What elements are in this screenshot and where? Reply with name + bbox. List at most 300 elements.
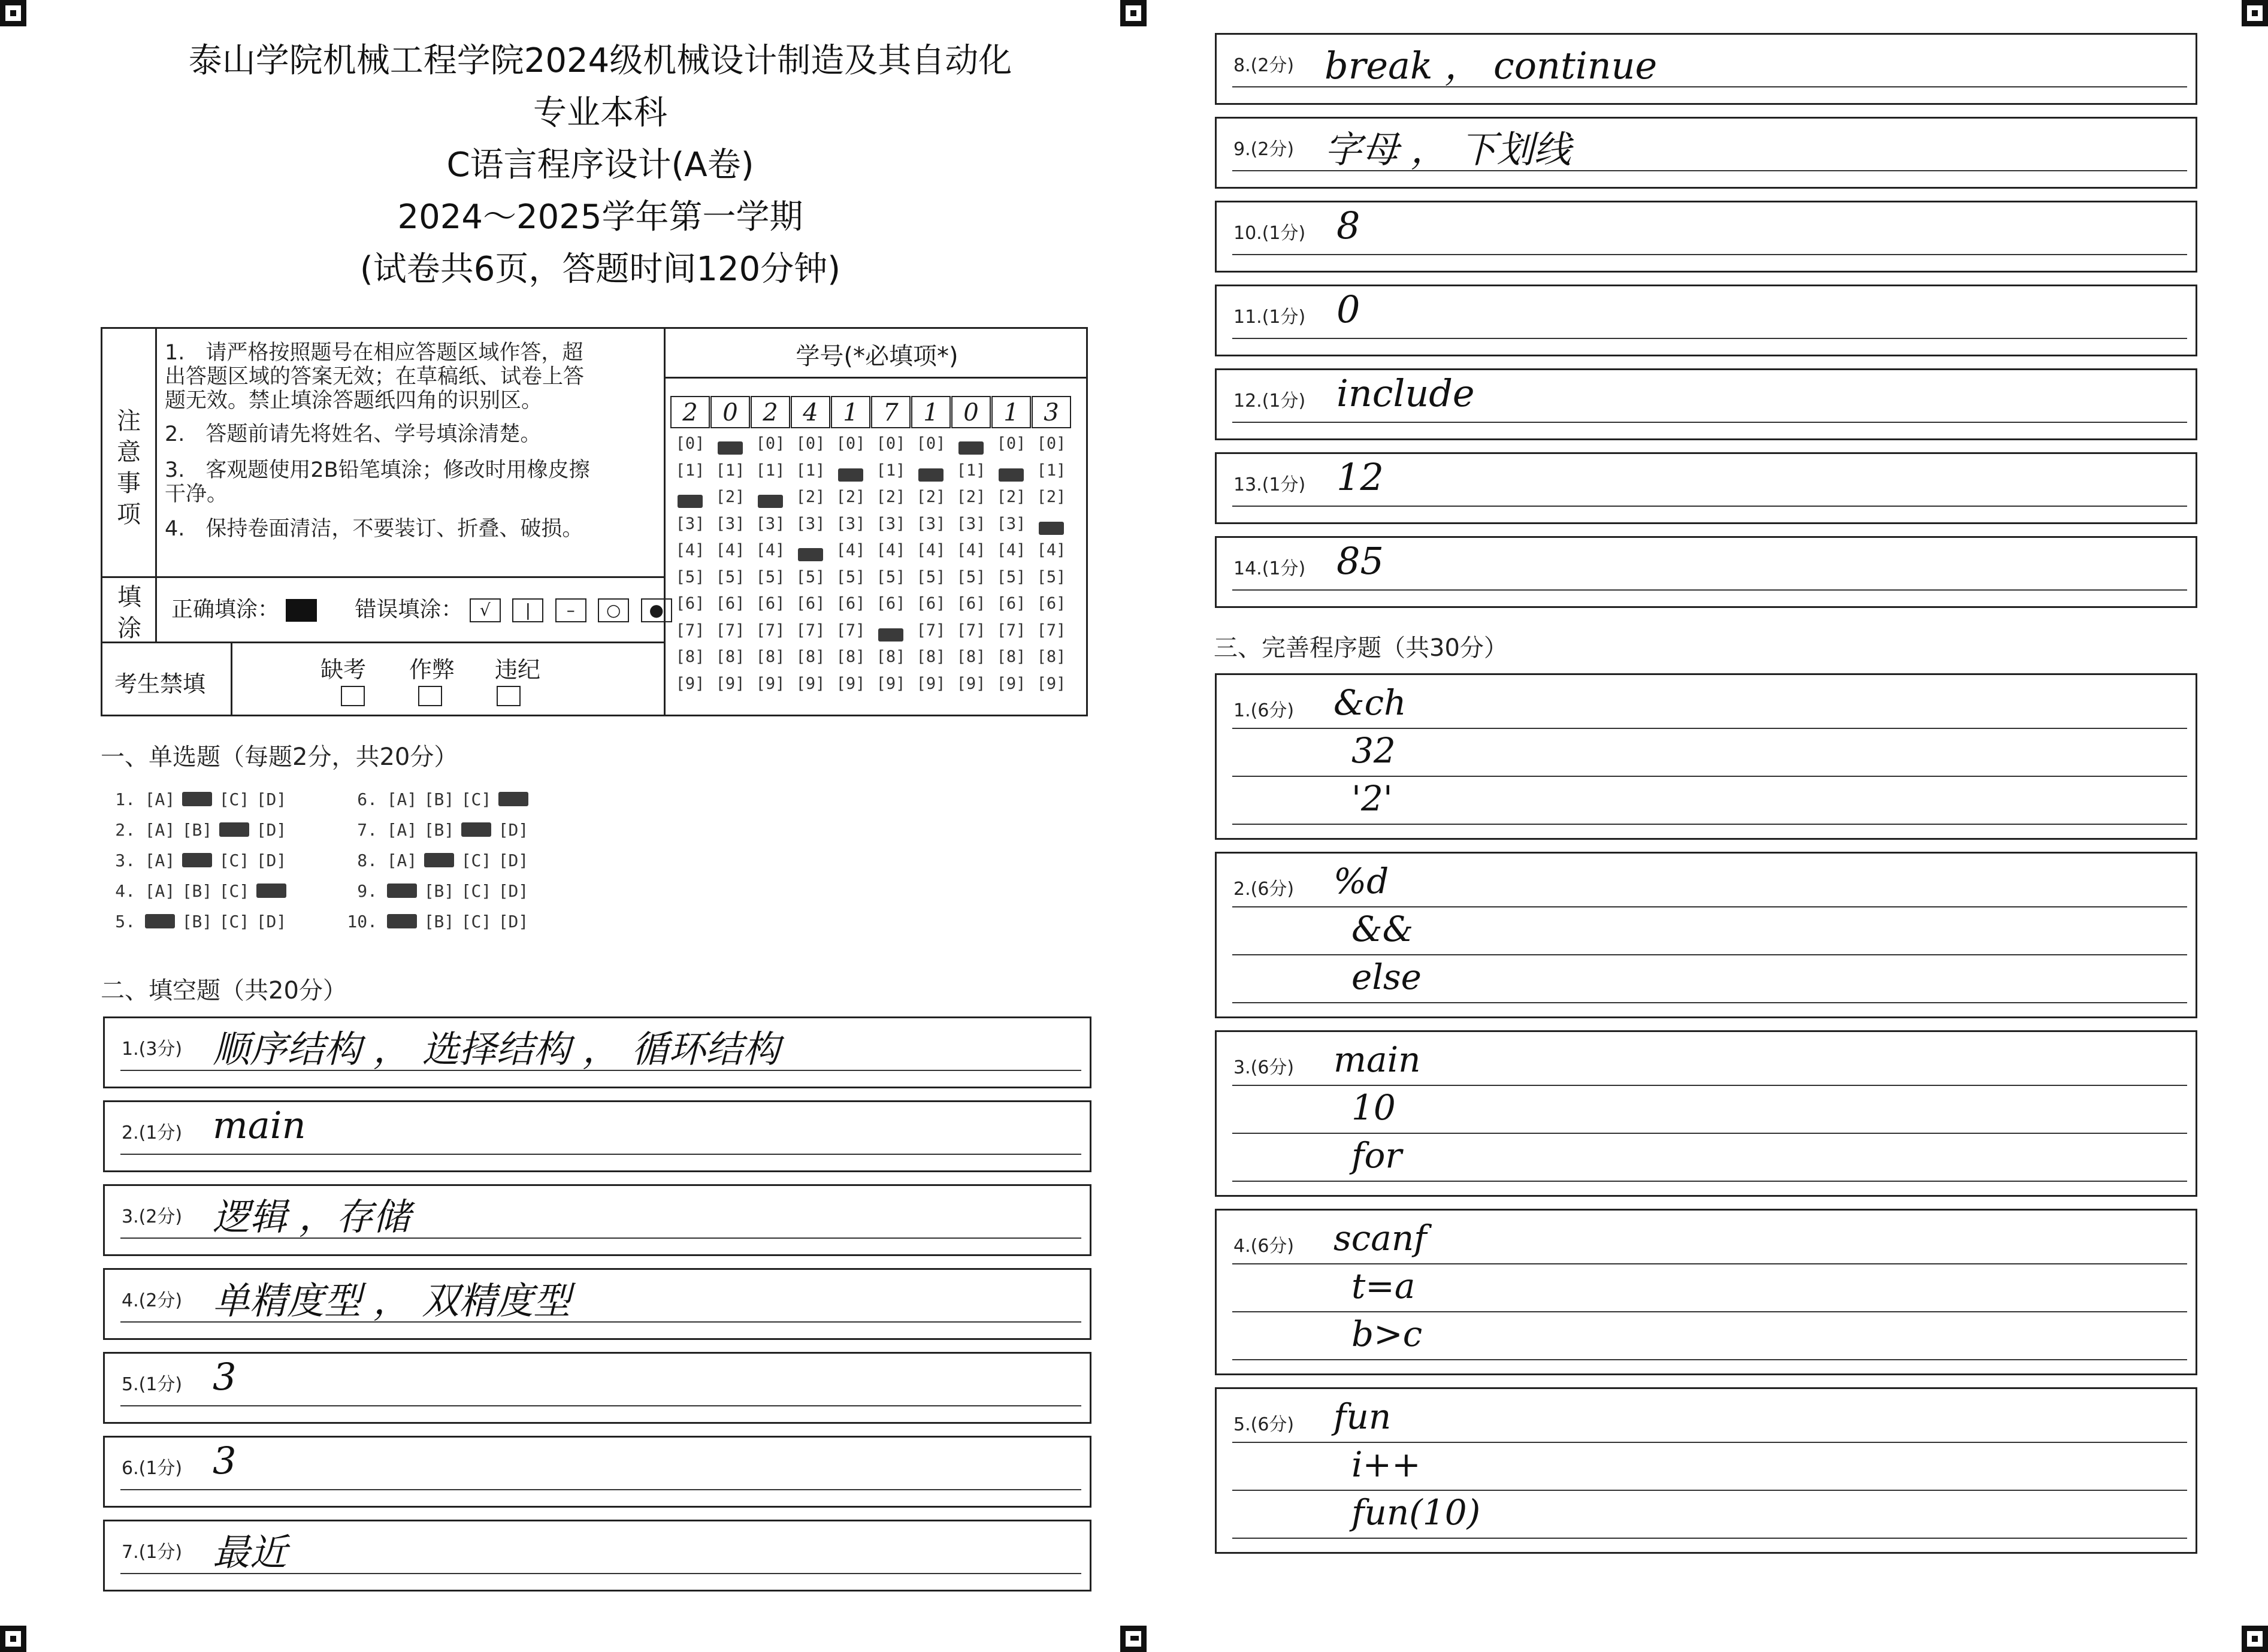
mc-option-bubble[interactable] bbox=[216, 851, 253, 870]
exam-header bbox=[102, 35, 1099, 295]
student-id-bubble[interactable] bbox=[831, 488, 870, 515]
answer-underline bbox=[1232, 338, 2187, 339]
notice-label-text: 注意事项 bbox=[117, 407, 141, 528]
student-id-bubble[interactable] bbox=[871, 648, 911, 674]
notice-line: 4. 保持卷面清洁，不要装订、折叠、破损。 bbox=[165, 517, 583, 541]
student-id-column bbox=[871, 434, 911, 701]
handwritten-answer: include bbox=[1336, 371, 1475, 415]
mc-option-label: [A] bbox=[144, 881, 176, 901]
wrong-fill-check-sample: √ bbox=[470, 598, 501, 622]
student-id-bubble[interactable] bbox=[710, 541, 750, 568]
handwritten-answer: 12 bbox=[1336, 455, 1384, 499]
mc-option-bubble[interactable] bbox=[216, 789, 253, 809]
student-id-bubble[interactable] bbox=[911, 541, 951, 568]
program-question-label: 2.(6分) bbox=[1233, 879, 1295, 900]
bubble-label: [8] bbox=[715, 648, 745, 666]
bubble-label: [1] bbox=[755, 461, 785, 480]
bubble-label: [4] bbox=[916, 541, 946, 559]
program-answer-box bbox=[1215, 1209, 2197, 1375]
header-line: 专业本科 bbox=[533, 93, 667, 132]
handwritten-answer: scanf bbox=[1333, 1218, 1427, 1258]
student-id-bubble[interactable] bbox=[1032, 621, 1071, 648]
mc-question-number: 9. bbox=[357, 881, 377, 901]
bubble-label: [0] bbox=[836, 434, 866, 453]
mc-option-bubble[interactable] bbox=[179, 881, 216, 901]
mc-option-bubble[interactable] bbox=[253, 851, 290, 870]
fill-example-row bbox=[171, 592, 677, 623]
bubble-label: [6] bbox=[796, 594, 825, 613]
answer-underline bbox=[1232, 1538, 2187, 1539]
student-id-bubble[interactable] bbox=[831, 674, 870, 701]
handwritten-answer: 32 bbox=[1351, 730, 1396, 771]
fill-question-label: 2.(1分) bbox=[122, 1122, 183, 1143]
section-1-title: 一、单选题（每题2分，共20分） bbox=[101, 743, 458, 771]
student-id-bubble[interactable] bbox=[871, 434, 911, 461]
student-id-bubble[interactable] bbox=[710, 674, 750, 701]
notice-line: 1. 请严格按照题号在相应答题区域作答，超 bbox=[165, 341, 583, 365]
student-id-bubble[interactable] bbox=[1032, 461, 1071, 488]
handwritten-answer: &ch bbox=[1333, 682, 1407, 723]
handwritten-answer: 85 bbox=[1336, 539, 1384, 583]
student-id-bubble[interactable] bbox=[1032, 488, 1071, 515]
answer-underline bbox=[1232, 589, 2187, 591]
mc-option-label: [C] bbox=[461, 881, 492, 901]
handwritten-answer: 3 bbox=[213, 1439, 237, 1482]
student-id-column bbox=[710, 434, 750, 701]
student-id-digit: 0 bbox=[951, 396, 991, 428]
mc-option-label: [B] bbox=[182, 820, 213, 840]
mc-question-number: 6. bbox=[357, 789, 377, 809]
mc-option-label: [B] bbox=[424, 881, 455, 901]
mc-option-bubble[interactable] bbox=[421, 851, 458, 870]
handwritten-answer: 0 bbox=[1336, 288, 1360, 331]
bubble-label: [9] bbox=[755, 674, 785, 693]
bubble-label: [2] bbox=[956, 488, 986, 506]
mc-option-bubble[interactable] bbox=[458, 851, 495, 870]
mc-option-label: [D] bbox=[256, 851, 287, 870]
student-id-bubble[interactable] bbox=[991, 541, 1031, 568]
answer-underline bbox=[1232, 906, 2187, 907]
mc-option-label: [A] bbox=[386, 820, 418, 840]
registration-mark-top-middle bbox=[1120, 0, 1147, 26]
student-id-bubble[interactable] bbox=[871, 488, 911, 515]
mc-option-bubble[interactable] bbox=[495, 851, 532, 870]
student-id-bubble[interactable] bbox=[710, 568, 750, 595]
bubble-label: [2] bbox=[796, 488, 825, 506]
student-id-bubble[interactable] bbox=[911, 515, 951, 541]
bubble-label: [9] bbox=[996, 674, 1026, 693]
student-id-bubble[interactable] bbox=[1032, 568, 1071, 595]
student-id-bubble[interactable] bbox=[670, 461, 710, 488]
violation-checkbox[interactable] bbox=[497, 686, 521, 706]
answer-underline bbox=[1232, 1359, 2187, 1360]
bubble-label: [5] bbox=[956, 567, 986, 586]
mc-option-bubble[interactable] bbox=[216, 912, 253, 931]
student-id-bubble[interactable] bbox=[670, 488, 710, 515]
bubble-label: [6] bbox=[836, 594, 866, 613]
student-id-bubble[interactable] bbox=[1032, 541, 1071, 568]
notice-line: 干净。 bbox=[165, 482, 228, 506]
bubble-label: [9] bbox=[1036, 674, 1066, 693]
student-id-bubble[interactable] bbox=[831, 594, 870, 621]
student-id-bubble[interactable] bbox=[911, 488, 951, 515]
bubble-label: [6] bbox=[675, 594, 705, 613]
student-id-column bbox=[951, 434, 991, 701]
student-id-digit: 2 bbox=[670, 396, 710, 428]
mc-option-bubble[interactable] bbox=[495, 820, 532, 840]
absent-label: 缺考 bbox=[320, 656, 367, 683]
fill-answer-box bbox=[1215, 536, 2197, 608]
answer-underline bbox=[1232, 1490, 2187, 1491]
answer-underline bbox=[1232, 1002, 2187, 1003]
student-id-bubble[interactable] bbox=[791, 541, 830, 568]
student-id-bubble[interactable] bbox=[1032, 674, 1071, 701]
mc-option-bubble[interactable] bbox=[253, 881, 290, 901]
handwritten-answer: fun(10) bbox=[1351, 1492, 1481, 1533]
student-id-bubble[interactable] bbox=[670, 434, 710, 461]
mc-option-bubble[interactable] bbox=[141, 851, 179, 870]
mc-option-label: [D] bbox=[256, 789, 287, 809]
bubble-label: [8] bbox=[1036, 648, 1066, 666]
mc-option-bubble[interactable] bbox=[421, 789, 458, 809]
bubble-label: [6] bbox=[876, 594, 906, 613]
student-id-bubble[interactable] bbox=[911, 568, 951, 595]
mc-option-bubble[interactable] bbox=[495, 789, 532, 809]
student-id-bubble[interactable] bbox=[951, 568, 991, 595]
student-id-bubble[interactable] bbox=[871, 541, 911, 568]
bubble-label: [7] bbox=[916, 621, 946, 640]
student-id-bubble[interactable] bbox=[670, 541, 710, 568]
fill-question-label: 8.(2分) bbox=[1233, 55, 1295, 76]
mc-option-bubble[interactable] bbox=[253, 912, 290, 931]
answer-underline bbox=[1232, 506, 2187, 507]
student-id-bubble[interactable] bbox=[751, 674, 790, 701]
bubble-label: [0] bbox=[876, 434, 906, 453]
student-id-bubble[interactable] bbox=[951, 674, 991, 701]
student-id-bubble[interactable] bbox=[991, 568, 1031, 595]
student-id-bubble[interactable] bbox=[670, 568, 710, 595]
notice-block bbox=[101, 327, 1088, 716]
mc-option-label: [B] bbox=[182, 912, 213, 931]
mc-question-number: 7. bbox=[357, 820, 377, 840]
student-id-bubble[interactable] bbox=[911, 674, 951, 701]
absent-checkbox[interactable] bbox=[341, 686, 365, 706]
fill-answer-box bbox=[1215, 33, 2197, 105]
mc-question-number: 8. bbox=[357, 851, 377, 870]
bubble-label: [4] bbox=[715, 541, 745, 559]
student-id-bubble[interactable] bbox=[871, 621, 911, 648]
student-id-bubble[interactable] bbox=[871, 568, 911, 595]
handwritten-answer: 单精度型 ， 双精度型 bbox=[213, 1279, 571, 1323]
student-id-digit: 7 bbox=[871, 396, 911, 428]
correct-fill-label: 正确填涂： bbox=[171, 597, 280, 622]
handwritten-answer: 3 bbox=[213, 1355, 237, 1399]
student-id-bubble[interactable] bbox=[831, 434, 870, 461]
mc-option-label: [C] bbox=[219, 789, 250, 809]
student-id-bubble[interactable] bbox=[751, 515, 790, 541]
student-id-bubble[interactable] bbox=[871, 515, 911, 541]
program-answer-box bbox=[1215, 852, 2197, 1018]
mc-question-row bbox=[101, 789, 290, 809]
bubble-label: [3] bbox=[836, 514, 866, 533]
student-id-bubble[interactable] bbox=[871, 674, 911, 701]
bubble-label: [7] bbox=[1036, 621, 1066, 640]
student-id-bubble[interactable] bbox=[991, 648, 1031, 674]
mc-option-bubble[interactable] bbox=[495, 881, 532, 901]
student-id-bubble[interactable] bbox=[831, 461, 870, 488]
fill-answer-box bbox=[1215, 117, 2197, 189]
mc-option-bubble[interactable] bbox=[383, 789, 421, 809]
student-id-bubble[interactable] bbox=[670, 621, 710, 648]
student-id-bubble[interactable] bbox=[951, 541, 991, 568]
student-id-bubble[interactable] bbox=[670, 648, 710, 674]
bubble-label: [3] bbox=[916, 514, 946, 533]
student-id-digit: 0 bbox=[710, 396, 750, 428]
student-id-column bbox=[751, 434, 790, 701]
student-id-bubble[interactable] bbox=[710, 594, 750, 621]
student-id-bubble[interactable] bbox=[951, 594, 991, 621]
answer-underline bbox=[1232, 254, 2187, 255]
fill-answer-box bbox=[1215, 201, 2197, 273]
mc-question-row bbox=[343, 881, 532, 901]
mc-option-label: [D] bbox=[498, 912, 529, 931]
bubble-label: [2] bbox=[916, 488, 946, 506]
registration-mark-top-right bbox=[2242, 0, 2268, 26]
bubble-label: [7] bbox=[715, 621, 745, 640]
student-id-bubble[interactable] bbox=[951, 434, 991, 461]
fill-answer-box bbox=[1215, 368, 2197, 440]
mc-option-bubble[interactable] bbox=[179, 851, 216, 870]
student-id-bubble[interactable] bbox=[911, 461, 951, 488]
mc-option-bubble[interactable] bbox=[458, 881, 495, 901]
mc-option-bubble[interactable] bbox=[216, 820, 253, 840]
handwritten-answer: %d bbox=[1333, 861, 1389, 901]
fill-question-label: 12.(1分) bbox=[1233, 391, 1306, 412]
student-id-bubble[interactable] bbox=[751, 568, 790, 595]
fill-question-label: 14.(1分) bbox=[1233, 558, 1306, 579]
mc-option-label: [D] bbox=[256, 912, 287, 931]
notice-line: 3. 客观题使用2B铅笔填涂；修改时用橡皮擦 bbox=[165, 458, 590, 482]
bubble-label: [3] bbox=[675, 514, 705, 533]
mc-option-label: [C] bbox=[461, 851, 492, 870]
bubble-label: [6] bbox=[956, 594, 986, 613]
student-id-bubble[interactable] bbox=[831, 648, 870, 674]
student-id-digit: 2 bbox=[751, 396, 790, 428]
student-id-digit: 1 bbox=[991, 396, 1031, 428]
student-id-bubble[interactable] bbox=[791, 434, 830, 461]
student-id-bubble[interactable] bbox=[831, 541, 870, 568]
mc-option-label: [C] bbox=[219, 881, 250, 901]
section-2-title: 二、填空题（共20分） bbox=[101, 977, 347, 1004]
student-id-bubble[interactable] bbox=[991, 488, 1031, 515]
bubble-label: [6] bbox=[996, 594, 1026, 613]
mc-option-bubble[interactable] bbox=[141, 881, 179, 901]
header-line: (试卷共6页，答题时间120分钟) bbox=[359, 250, 841, 289]
mc-option-bubble[interactable] bbox=[383, 881, 421, 901]
mc-option-bubble[interactable] bbox=[421, 881, 458, 901]
bubble-label: [7] bbox=[836, 621, 866, 640]
mc-option-bubble[interactable] bbox=[383, 851, 421, 870]
student-id-bubble[interactable] bbox=[1032, 434, 1071, 461]
mc-option-bubble[interactable] bbox=[179, 912, 216, 931]
student-id-bubble[interactable] bbox=[710, 621, 750, 648]
student-id-bubble[interactable] bbox=[951, 621, 991, 648]
mc-option-bubble[interactable] bbox=[141, 820, 179, 840]
mc-option-bubble[interactable] bbox=[253, 820, 290, 840]
student-id-bubble[interactable] bbox=[951, 461, 991, 488]
bubble-label: [1] bbox=[956, 461, 986, 480]
bubble-label: [8] bbox=[876, 648, 906, 666]
student-id-bubble[interactable] bbox=[670, 674, 710, 701]
student-id-bubble[interactable] bbox=[911, 594, 951, 621]
handwritten-answer: 字母 ， 下划线 bbox=[1324, 128, 1571, 171]
student-id-bubble[interactable] bbox=[911, 434, 951, 461]
student-id-bubble[interactable] bbox=[670, 515, 710, 541]
bubble-label: [2] bbox=[996, 488, 1026, 506]
student-id-bubble[interactable] bbox=[871, 594, 911, 621]
student-id-bubble[interactable] bbox=[791, 488, 830, 515]
mc-option-bubble[interactable] bbox=[421, 912, 458, 931]
notice-line: 题无效。禁止填涂答题纸四角的识别区。 bbox=[165, 389, 543, 413]
mc-question-row bbox=[343, 789, 532, 809]
answer-underline bbox=[1232, 422, 2187, 423]
mc-option-label: [C] bbox=[461, 912, 492, 931]
handwritten-answer: 逻辑 ，存储 bbox=[213, 1195, 410, 1239]
wrong-fill-bar-sample: | bbox=[512, 598, 543, 622]
student-id-bubble[interactable] bbox=[710, 515, 750, 541]
mc-option-bubble[interactable] bbox=[141, 789, 179, 809]
student-id-digits bbox=[670, 396, 1072, 428]
mc-question-row bbox=[101, 912, 290, 931]
bubble-label: [8] bbox=[675, 648, 705, 666]
student-id-bubble[interactable] bbox=[911, 621, 951, 648]
student-id-bubble[interactable] bbox=[991, 461, 1031, 488]
program-question-label: 1.(6分) bbox=[1233, 700, 1295, 721]
student-id-bubble[interactable] bbox=[1032, 515, 1071, 541]
mc-option-bubble[interactable] bbox=[179, 789, 216, 809]
student-id-bubble[interactable] bbox=[871, 461, 911, 488]
student-id-bubble[interactable] bbox=[1032, 594, 1071, 621]
student-id-bubble[interactable] bbox=[791, 515, 830, 541]
student-id-bubble[interactable] bbox=[751, 461, 790, 488]
bubble-label: [0] bbox=[1036, 434, 1066, 453]
student-id-bubble[interactable] bbox=[951, 515, 991, 541]
student-id-bubble[interactable] bbox=[791, 648, 830, 674]
fill-answer-box bbox=[103, 1100, 1091, 1172]
program-answer-box bbox=[1215, 1387, 2197, 1554]
fill-question-label: 5.(1分) bbox=[122, 1374, 183, 1395]
cheating-checkbox[interactable] bbox=[418, 686, 442, 706]
bubble-label: [9] bbox=[715, 674, 745, 693]
student-id-bubble[interactable] bbox=[991, 621, 1031, 648]
bubble-label: [3] bbox=[715, 514, 745, 533]
fill-question-label: 13.(1分) bbox=[1233, 474, 1306, 495]
bubble-label: [4] bbox=[1036, 541, 1066, 559]
student-id-column bbox=[911, 434, 951, 701]
notice-line: 2. 答题前请先将姓名、学号填涂清楚。 bbox=[165, 422, 542, 446]
mc-question-number: 1. bbox=[115, 789, 135, 809]
mc-option-label: [B] bbox=[424, 912, 455, 931]
student-id-bubble[interactable] bbox=[831, 515, 870, 541]
registration-mark-bottom-left bbox=[0, 1626, 26, 1652]
wrong-fill-dot-sample: ● bbox=[641, 598, 672, 622]
bubble-label: [3] bbox=[876, 514, 906, 533]
mc-option-bubble[interactable] bbox=[179, 820, 216, 840]
mc-option-bubble[interactable] bbox=[383, 820, 421, 840]
student-id-bubble[interactable] bbox=[1032, 648, 1071, 674]
student-id-bubble[interactable] bbox=[791, 568, 830, 595]
mc-question-row bbox=[343, 820, 532, 840]
mc-option-bubble[interactable] bbox=[216, 881, 253, 901]
student-id-bubble[interactable] bbox=[791, 674, 830, 701]
student-id-bubble[interactable] bbox=[751, 621, 790, 648]
notice-line: 出答题区域的答案无效；在草稿纸、试卷上答 bbox=[165, 365, 585, 389]
answer-underline bbox=[120, 1154, 1081, 1155]
mc-option-bubble[interactable] bbox=[458, 789, 495, 809]
bubble-label: [0] bbox=[996, 434, 1026, 453]
student-id-bubble[interactable] bbox=[991, 515, 1031, 541]
student-id-bubble[interactable] bbox=[991, 594, 1031, 621]
student-id-bubble[interactable] bbox=[791, 594, 830, 621]
student-id-bubble[interactable] bbox=[751, 594, 790, 621]
mc-option-label: [D] bbox=[498, 820, 529, 840]
student-id-bubble[interactable] bbox=[831, 568, 870, 595]
student-id-bubble[interactable] bbox=[710, 434, 750, 461]
student-id-bubble[interactable] bbox=[670, 594, 710, 621]
student-id-bubble[interactable] bbox=[751, 434, 790, 461]
bubble-label: [3] bbox=[956, 514, 986, 533]
student-id-bubble[interactable] bbox=[751, 541, 790, 568]
mc-option-label: [D] bbox=[256, 820, 287, 840]
student-id-digit: 4 bbox=[791, 396, 830, 428]
student-id-bubble[interactable] bbox=[710, 461, 750, 488]
mc-question-row bbox=[101, 851, 290, 870]
notice-label bbox=[107, 406, 150, 530]
student-id-bubble[interactable] bbox=[751, 648, 790, 674]
student-id-bubble[interactable] bbox=[831, 621, 870, 648]
student-id-bubble[interactable] bbox=[751, 488, 790, 515]
fill-answer-box bbox=[1215, 452, 2197, 524]
student-id-bubble[interactable] bbox=[991, 434, 1031, 461]
answer-underline bbox=[1232, 1311, 2187, 1312]
mc-option-bubble[interactable] bbox=[141, 912, 179, 931]
fill-answer-box bbox=[103, 1352, 1091, 1424]
bubble-label: [5] bbox=[916, 567, 946, 586]
student-id-column bbox=[670, 434, 710, 701]
mc-option-bubble[interactable] bbox=[458, 912, 495, 931]
student-id-bubble[interactable] bbox=[791, 461, 830, 488]
mc-option-bubble[interactable] bbox=[495, 912, 532, 931]
bubble-label: [7] bbox=[796, 621, 825, 640]
student-id-bubble[interactable] bbox=[791, 621, 830, 648]
student-id-bubble[interactable] bbox=[710, 488, 750, 515]
answer-underline bbox=[1232, 1133, 2187, 1134]
student-id-bubble[interactable] bbox=[911, 648, 951, 674]
mc-option-label: [A] bbox=[144, 789, 176, 809]
program-question-label: 3.(6分) bbox=[1233, 1057, 1295, 1078]
mc-option-bubble[interactable] bbox=[253, 789, 290, 809]
student-id-bubble[interactable] bbox=[951, 488, 991, 515]
student-id-bubble[interactable] bbox=[951, 648, 991, 674]
mc-option-bubble[interactable] bbox=[383, 912, 421, 931]
mc-option-bubble[interactable] bbox=[458, 820, 495, 840]
handwritten-answer: 顺序结构 ， 选择结构 ， 循环结构 bbox=[213, 1027, 780, 1071]
mc-option-bubble[interactable] bbox=[421, 820, 458, 840]
student-id-bubble[interactable] bbox=[710, 648, 750, 674]
handwritten-answer: else bbox=[1351, 957, 1422, 997]
mc-option-label: [C] bbox=[219, 912, 250, 931]
student-id-bubble[interactable] bbox=[991, 674, 1031, 701]
